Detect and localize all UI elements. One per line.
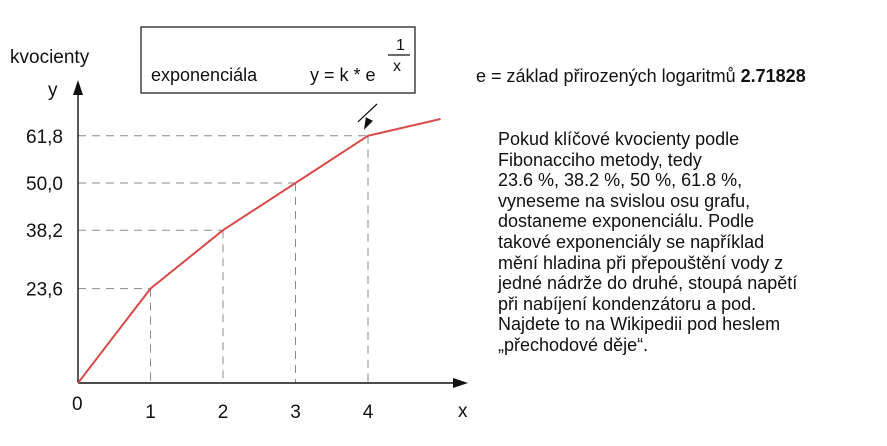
description-line: Fibonacciho metody, tedy (498, 149, 702, 170)
exponential-curve (78, 119, 441, 383)
description-text (498, 129, 878, 356)
x-axis-label: x (458, 401, 468, 422)
y-tick-label-1: 23,6 (26, 279, 63, 301)
formula-base: y = k * e (310, 65, 376, 85)
euler-constant-value: 2.71828 (740, 66, 806, 86)
annotation-arrowhead (364, 117, 373, 130)
description-line: při nabíjení kondenzátoru a pod. (498, 293, 757, 314)
exponent-denominator: x (393, 58, 401, 75)
formula-label: exponenciála (151, 65, 258, 85)
guide-lines (78, 136, 368, 383)
x-tick-label-4: 4 (362, 402, 374, 423)
description-line: vyneseme na svislou osu grafu, (498, 190, 751, 211)
formula-annotation (141, 27, 415, 130)
description-line: dostaneme exponenciálu. Podle (498, 211, 755, 232)
series-layer (78, 119, 441, 383)
x-tick-label-3: 3 (290, 402, 301, 423)
description-line: 23.6 %, 38.2 %, 50 %, 61.8 %, (498, 170, 743, 191)
description-line: „přechodové děje“. (498, 334, 649, 355)
euler-constant-text: e = základ přirozených logaritmů (476, 66, 741, 86)
y-tick-label-2: 38,2 (26, 221, 63, 243)
origin-label: 0 (72, 394, 83, 415)
description-line: mění hladina při přepouštění vody z (498, 252, 784, 273)
x-axis-arrow (453, 378, 468, 388)
description-line: takové exponenciály se například (498, 231, 765, 252)
y-tick-label-3: 50,0 (26, 174, 63, 195)
exponent-numerator: 1 (396, 37, 405, 54)
x-tick-label-2: 2 (217, 402, 229, 423)
x-tick-label-1: 1 (145, 402, 156, 423)
y-tick-label-4: 61,8 (26, 126, 63, 148)
description-line: jedné nádrže do druhé, stoupá napětí (498, 273, 798, 294)
y-axis-arrow (73, 80, 83, 95)
euler-constant-note (476, 66, 806, 87)
description-line: Najdete to na Wikipedii pod heslem (498, 314, 781, 335)
y-axis-title: kvocienty (10, 47, 90, 68)
y-axis-label: y (48, 80, 58, 101)
description-line: Pokud klíčové kvocienty podle (498, 129, 740, 149)
